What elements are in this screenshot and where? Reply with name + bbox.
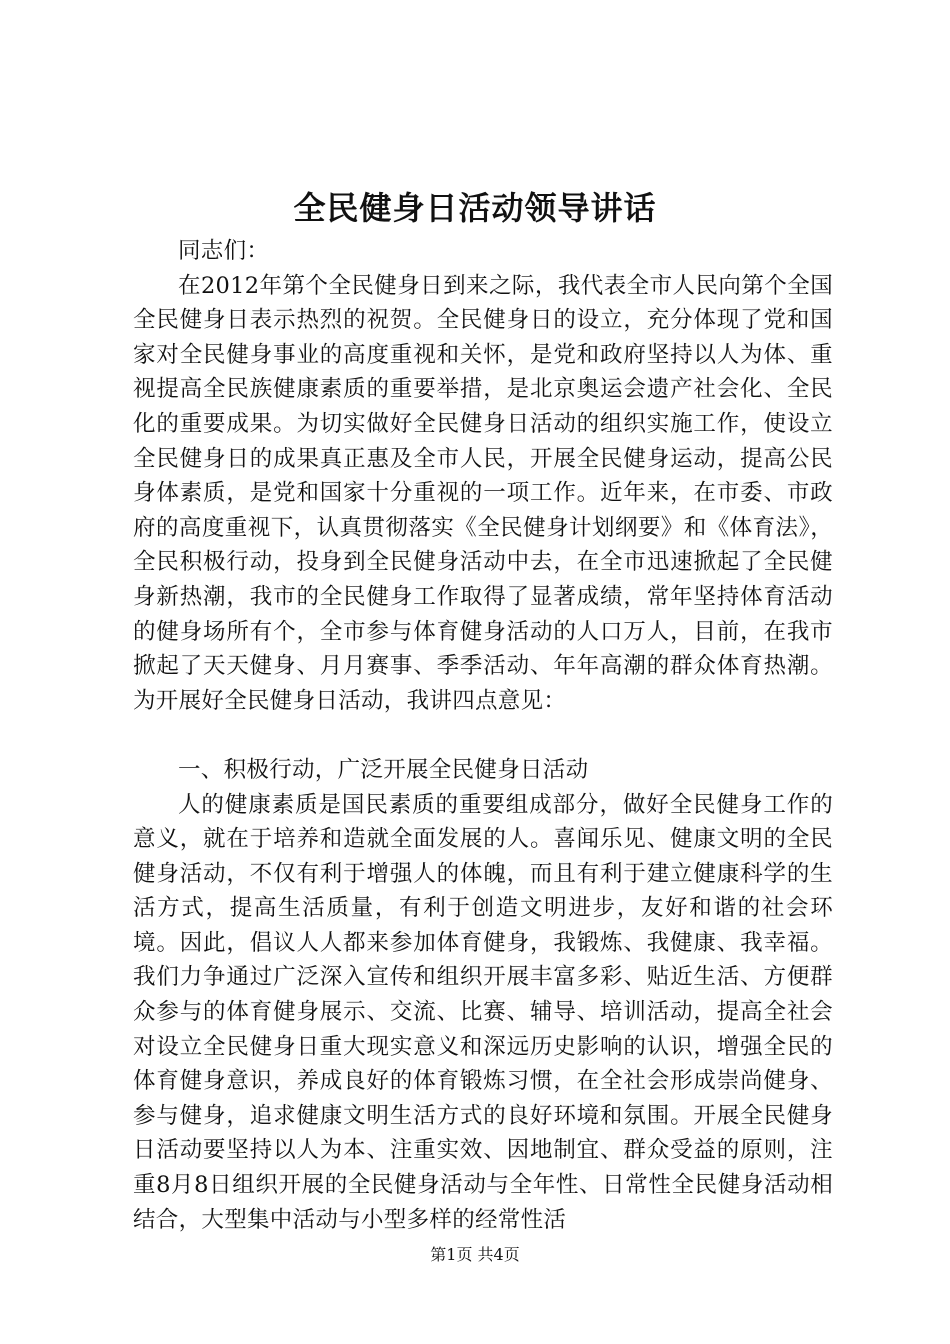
page-footer: 第1页 共4页	[430, 1245, 520, 1264]
salutation-paragraph: 同志们：	[178, 238, 270, 264]
page-title: 全民健身日活动领导讲话	[293, 189, 657, 227]
intro-paragraph: 在2012年第个全民健身日到来之际，我代表全市人民向第个全国全民健身日表示热烈的祝贺。全民健身日的设立，充分体现了党和国家对全民健身事业的高度重视和关怀，是党和政府坚持以人为体、重视提高全民族健康素质的重要举措，是北京奥运会遗产社会化、全民化的重要成果。为切实做好全民健身日活动的组织实施工作，使设立全民健身日的成果真正惠及全市人民，开展全民健身运动，提高公民身体素质，是党和国家十分重视的一项工作。近年来，在市委、市政府的高度重视下，认真贯彻落实《全民健身计划纲要》和《体育法》，全民积极行动，投身到全民健身活动中去，在全市迅速掀起了全民健身新热潮，我市的全民健身工作取得了显著成绩，常年坚持体育活动的健身场所有个，全市参与体育健身活动的人口万人，目前，在我市掀起了天天健身、月月赛事、季季活动、年年高潮的群众体育热潮。为开展好全民健身日活动，我讲四点意见：	[133, 272, 833, 714]
section-paragraph: 人的健康素质是国民素质的重要组成部分，做好全民健身工作的意义，就在于培养和造就全面发展的人。喜闻乐见、健康文明的全民健身活动，不仅有利于增强人的体魄，而且有利于建立健康科学的生活方式，提高生活质量，有利于创造文明进步，友好和谐的社会环境。因此，倡议人人都来参加体育健身，我锻炼、我健康、我幸福。我们力争通过广泛深入宣传和组织开展丰富多彩、贴近生活、方便群众参与的体育健身展示、交流、比赛、辅导、培训活动，提高全社会对设立全民健身日重大现实意义和深远历史影响的认识，增强全民的体育健身意识，养成良好的体育锻炼习惯，在全社会形成崇尚健身、参与健身，追求健康文明生活方式的良好环境和氛围。开展全民健身日活动要坚持以人为本、注重实效、因地制宜、群众受益的原则，注重8月8日组织开展的全民健身活动与全年性、日常性全民健身活动相结合，大型集中活动与小型多样的经常性活	[133, 791, 833, 1233]
section-heading: 一、积极行动，广泛开展全民健身日活动	[178, 756, 589, 783]
document-body	[133, 234, 833, 1237]
